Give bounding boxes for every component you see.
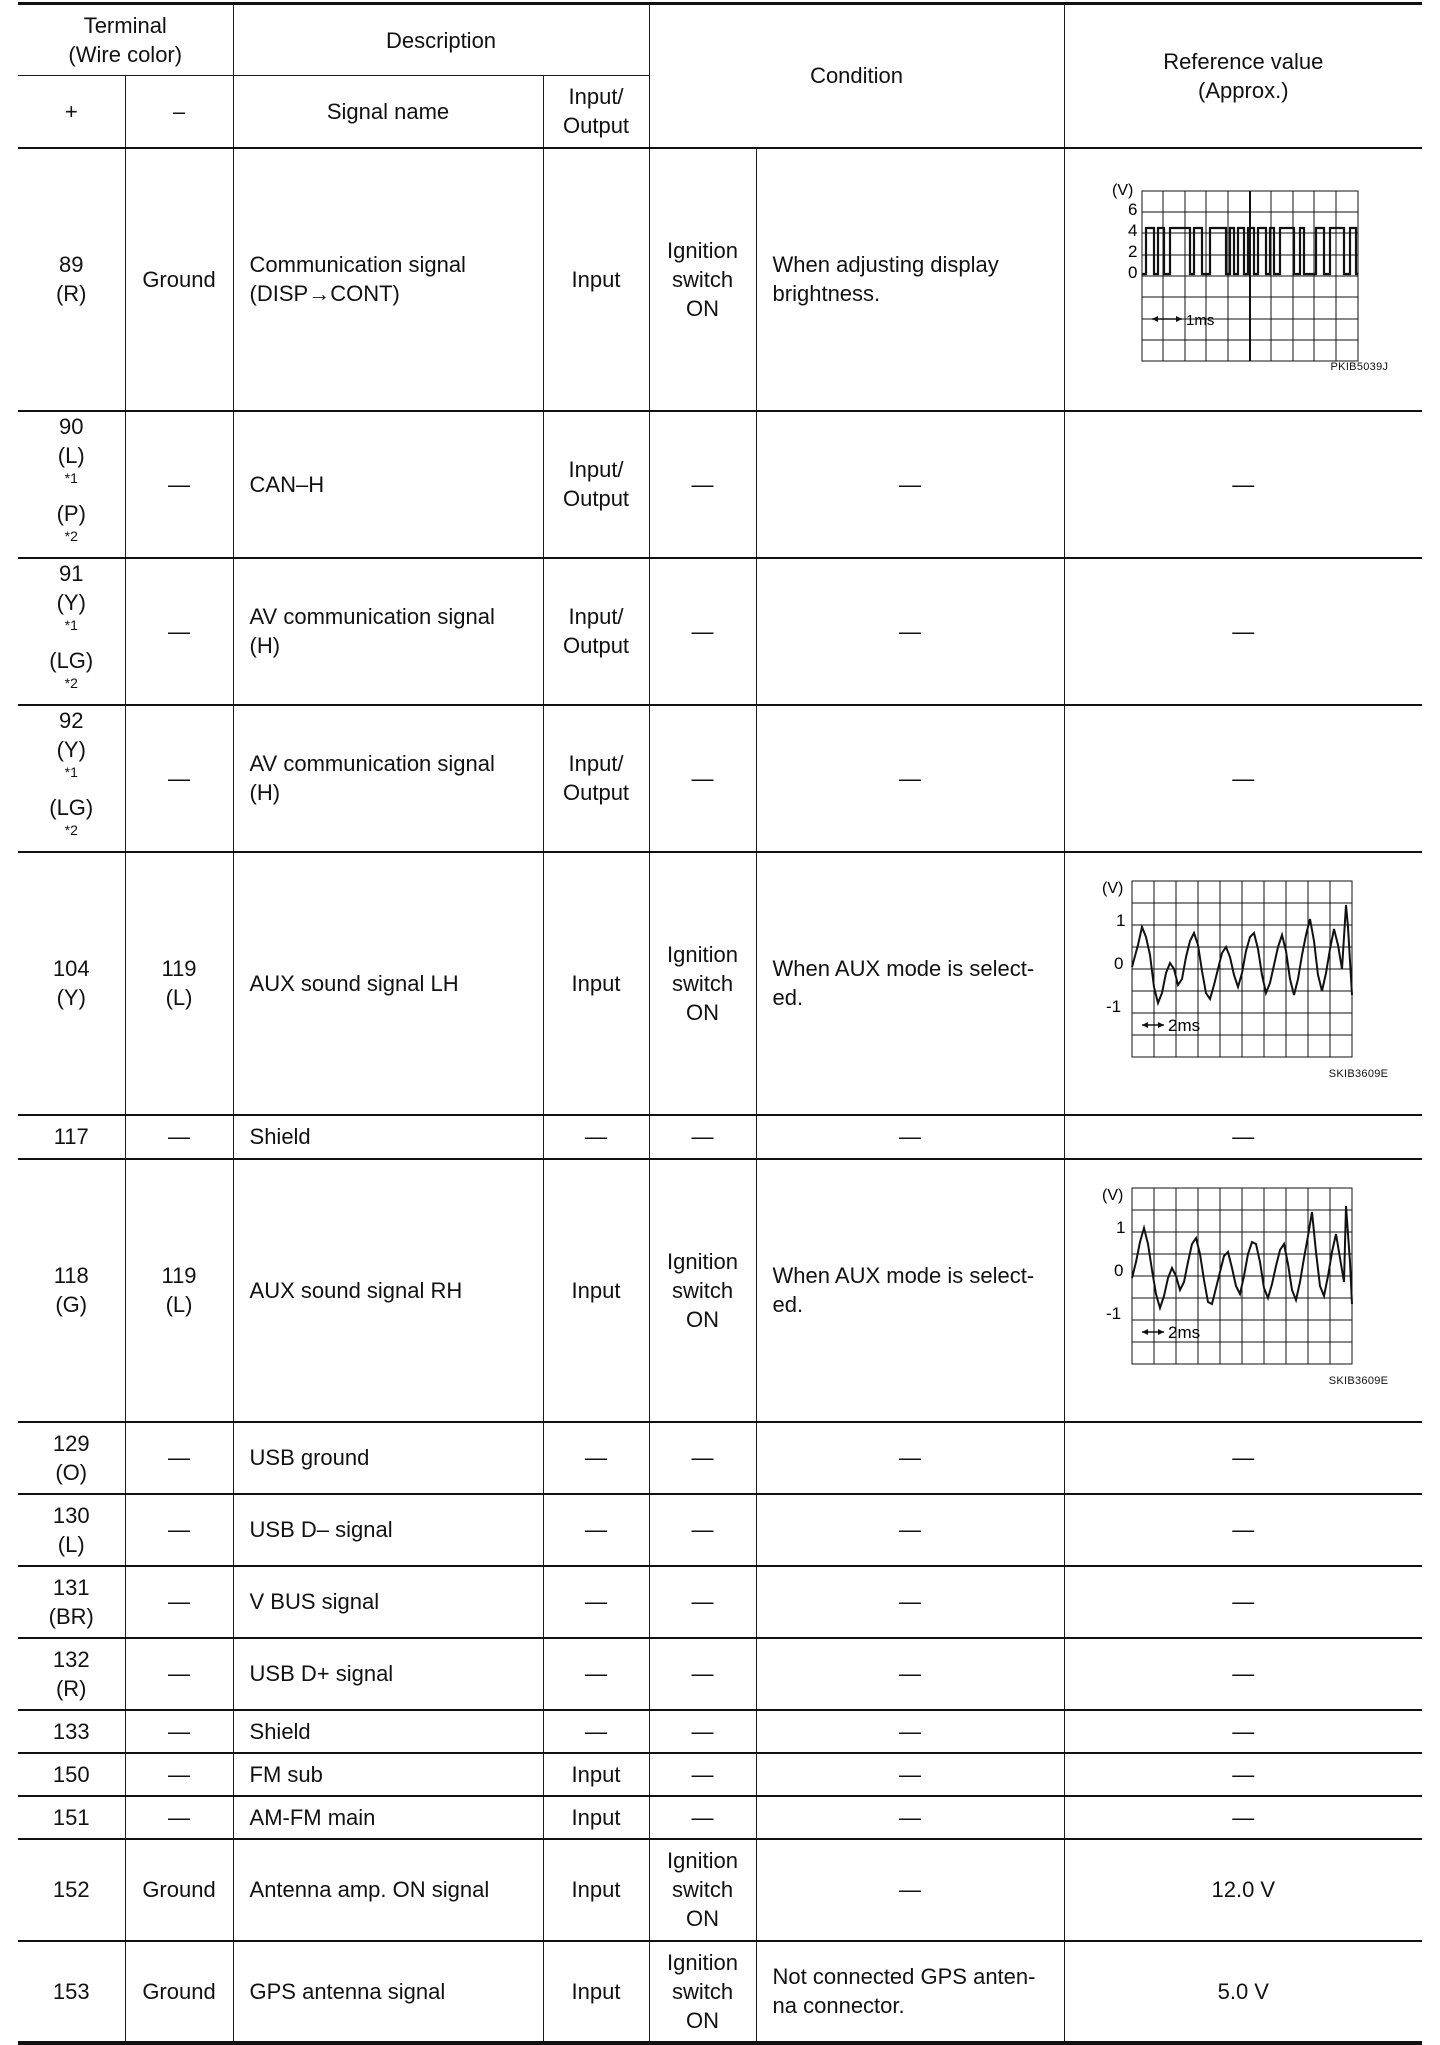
terminal-plus: 133	[18, 1710, 125, 1753]
signal-name: Antenna amp. ON signal	[233, 1839, 543, 1941]
terminal-plus: 92 (Y) $^{*1}$ (LG) $^{*2}$	[18, 705, 125, 852]
reference-value: —	[1064, 1115, 1422, 1159]
io-value: —	[543, 1566, 649, 1638]
terminal-plus: 132 (R)	[18, 1638, 125, 1710]
condition-state: —	[649, 558, 756, 705]
condition-text: —	[756, 705, 1064, 852]
io-value: Input	[543, 852, 649, 1115]
io-value: Input	[543, 1753, 649, 1796]
terminal-plus: 90 (L) $^{*1}$ (P) $^{*2}$	[18, 411, 125, 558]
condition-state: —	[649, 1115, 756, 1159]
condition-state: —	[649, 1494, 756, 1566]
condition-state: —	[649, 411, 756, 558]
signal-name: USB ground	[233, 1422, 543, 1494]
table-row	[18, 148, 1422, 411]
condition-state: Ignition switch ON	[649, 1159, 756, 1422]
tick-label: 0	[1114, 1260, 1124, 1280]
terminal-minus: —	[125, 1566, 233, 1638]
condition-header: Condition	[649, 4, 1064, 148]
description-header: Description	[233, 4, 649, 76]
reference-value: 5.0 V	[1064, 1941, 1422, 2043]
time-scale-label: 2ms	[1168, 1322, 1201, 1342]
io-value: Input/ Output	[543, 705, 649, 852]
condition-state: Ignition switch ON	[649, 148, 756, 411]
table-row	[18, 1796, 1422, 1839]
terminal-minus: —	[125, 705, 233, 852]
audio-wave-plot	[1098, 875, 1388, 1085]
signal-name: Shield	[233, 1115, 543, 1159]
reference-value: —	[1064, 1422, 1422, 1494]
square-wave-plot	[1098, 173, 1388, 378]
reference-waveform	[1064, 148, 1422, 411]
table-row	[18, 1753, 1422, 1796]
signal-name-header: Signal name	[233, 76, 543, 148]
tick-label: 4	[1128, 221, 1138, 240]
terminal-minus: Ground	[125, 1839, 233, 1941]
io-value: —	[543, 1494, 649, 1566]
terminal-minus: —	[125, 1494, 233, 1566]
tick-label: 6	[1128, 200, 1138, 219]
condition-state: Ignition switch ON	[649, 1839, 756, 1941]
table-row	[18, 852, 1422, 1115]
reference-header: Reference value (Approx.)	[1064, 4, 1422, 148]
terminal-minus: —	[125, 1422, 233, 1494]
io-value: —	[543, 1115, 649, 1159]
terminal-plus: 129 (O)	[18, 1422, 125, 1494]
io-value: Input	[543, 1159, 649, 1422]
terminal-plus: 130 (L)	[18, 1494, 125, 1566]
reference-value: —	[1064, 1566, 1422, 1638]
terminal-plus: 153	[18, 1941, 125, 2043]
terminal-reference-table	[18, 2, 1422, 2045]
io-header: Input/ Output	[543, 76, 649, 148]
signal-name: Communication signal (DISP→CONT)	[233, 148, 543, 411]
condition-state: —	[649, 1638, 756, 1710]
terminal-minus: 119 (L)	[125, 1159, 233, 1422]
condition-state: Ignition switch ON	[649, 852, 756, 1115]
io-value: —	[543, 1710, 649, 1753]
terminal-plus: 118 (G)	[18, 1159, 125, 1422]
figure-code: SKIB3609E	[1328, 1374, 1389, 1387]
io-value: Input/ Output	[543, 411, 649, 558]
reference-value: —	[1064, 705, 1422, 852]
plus-header: +	[18, 76, 125, 148]
table-row	[18, 1566, 1422, 1638]
signal-name: CAN–H	[233, 411, 543, 558]
condition-state: —	[649, 705, 756, 852]
tick-label: 1	[1116, 1217, 1126, 1237]
io-value: Input/ Output	[543, 558, 649, 705]
terminal-minus: —	[125, 411, 233, 558]
axis-unit: (V)	[1112, 182, 1134, 199]
condition-text: —	[756, 1753, 1064, 1796]
terminal-minus: Ground	[125, 1941, 233, 2043]
condition-text: —	[756, 1494, 1064, 1566]
signal-name: USB D+ signal	[233, 1638, 543, 1710]
condition-text: When AUX mode is select- ed.	[756, 852, 1064, 1115]
condition-state: —	[649, 1796, 756, 1839]
terminal-minus: —	[125, 1753, 233, 1796]
terminal-minus: —	[125, 1710, 233, 1753]
terminal-plus: 89 (R)	[18, 148, 125, 411]
terminal-minus: Ground	[125, 148, 233, 411]
table-row	[18, 1422, 1422, 1494]
time-scale-label: 1ms	[1186, 312, 1215, 329]
condition-text: —	[756, 411, 1064, 558]
reference-waveform	[1064, 852, 1422, 1115]
condition-text: When AUX mode is select- ed.	[756, 1159, 1064, 1422]
signal-name: AUX sound signal RH	[233, 1159, 543, 1422]
terminal-plus: 91 (Y) $^{*1}$ (LG) $^{*2}$	[18, 558, 125, 705]
table-row	[18, 705, 1422, 852]
condition-state: —	[649, 1422, 756, 1494]
audio-wave-plot	[1098, 1182, 1388, 1392]
terminal-minus: 119 (L)	[125, 852, 233, 1115]
signal-name: USB D– signal	[233, 1494, 543, 1566]
oscilloscope-figure	[1098, 875, 1388, 1085]
condition-text: —	[756, 1422, 1064, 1494]
oscilloscope-figure	[1098, 173, 1388, 378]
io-value: Input	[543, 1839, 649, 1941]
tick-label: 2	[1128, 242, 1138, 261]
condition-text: —	[756, 1710, 1064, 1753]
io-value: Input	[543, 1941, 649, 2043]
table-row	[18, 1638, 1422, 1710]
table-row	[18, 558, 1422, 705]
figure-code: SKIB3609E	[1328, 1067, 1389, 1080]
signal-name: AV communication signal (H)	[233, 558, 543, 705]
signal-name: AUX sound signal LH	[233, 852, 543, 1115]
terminal-minus: —	[125, 558, 233, 705]
reference-waveform	[1064, 1159, 1422, 1422]
condition-text: —	[756, 1796, 1064, 1839]
table-row	[18, 1115, 1422, 1159]
table-row	[18, 1159, 1422, 1422]
signal-name: FM sub	[233, 1753, 543, 1796]
reference-value: —	[1064, 1796, 1422, 1839]
reference-value: —	[1064, 1710, 1422, 1753]
condition-state: —	[649, 1753, 756, 1796]
minus-header: –	[125, 76, 233, 148]
tick-label: 0	[1114, 953, 1124, 973]
condition-text: —	[756, 1566, 1064, 1638]
reference-value: 12.0 V	[1064, 1839, 1422, 1941]
terminal-plus: 152	[18, 1839, 125, 1941]
condition-text: Not connected GPS anten- na connector.	[756, 1941, 1064, 2043]
terminal-minus: —	[125, 1796, 233, 1839]
oscilloscope-figure	[1098, 1182, 1388, 1392]
terminal-header: Terminal (Wire color)	[18, 4, 233, 76]
io-value: —	[543, 1422, 649, 1494]
reference-value: —	[1064, 1638, 1422, 1710]
condition-state: —	[649, 1710, 756, 1753]
terminal-plus: 117	[18, 1115, 125, 1159]
condition-text: —	[756, 558, 1064, 705]
axis-unit: (V)	[1102, 1186, 1124, 1204]
io-value: Input	[543, 148, 649, 411]
reference-value: —	[1064, 411, 1422, 558]
table-row	[18, 411, 1422, 558]
terminal-minus: —	[125, 1115, 233, 1159]
condition-text: —	[756, 1638, 1064, 1710]
signal-name: AV communication signal (H)	[233, 705, 543, 852]
reference-value: —	[1064, 558, 1422, 705]
condition-state: —	[649, 1566, 756, 1638]
table-row	[18, 1494, 1422, 1566]
terminal-plus: 150	[18, 1753, 125, 1796]
signal-name: Shield	[233, 1710, 543, 1753]
tick-label: -1	[1106, 1303, 1122, 1323]
terminal-plus: 151	[18, 1796, 125, 1839]
io-value: —	[543, 1638, 649, 1710]
io-value: Input	[543, 1796, 649, 1839]
table-row	[18, 1710, 1422, 1753]
table-row	[18, 1941, 1422, 2043]
terminal-minus: —	[125, 1638, 233, 1710]
signal-name: V BUS signal	[233, 1566, 543, 1638]
signal-name: AM-FM main	[233, 1796, 543, 1839]
tick-label: -1	[1106, 996, 1122, 1016]
condition-state: Ignition switch ON	[649, 1941, 756, 2043]
table-row	[18, 1839, 1422, 1941]
tick-label: 1	[1116, 910, 1126, 930]
terminal-plus: 131 (BR)	[18, 1566, 125, 1638]
reference-value: —	[1064, 1753, 1422, 1796]
figure-code: PKIB5039J	[1330, 361, 1389, 373]
time-scale-label: 2ms	[1168, 1015, 1201, 1035]
reference-value: —	[1064, 1494, 1422, 1566]
tick-label: 0	[1128, 263, 1138, 282]
condition-text: —	[756, 1115, 1064, 1159]
condition-text: —	[756, 1839, 1064, 1941]
terminal-plus: 104 (Y)	[18, 852, 125, 1115]
signal-name: GPS antenna signal	[233, 1941, 543, 2043]
condition-text: When adjusting display brightness.	[756, 148, 1064, 411]
axis-unit: (V)	[1102, 879, 1124, 897]
